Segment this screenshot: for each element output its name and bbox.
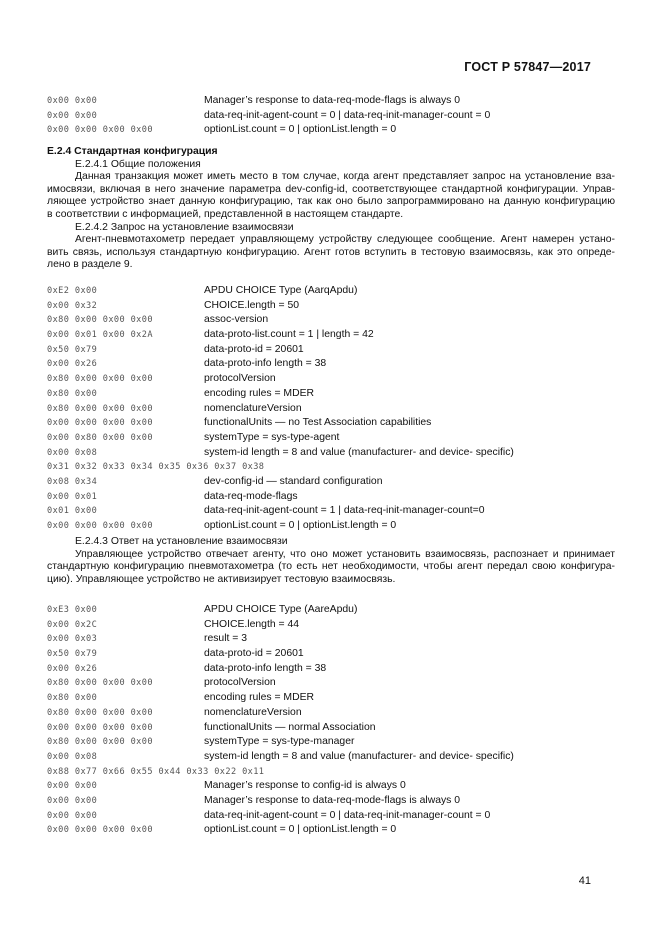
code-row	[47, 750, 607, 765]
code-row	[47, 446, 607, 461]
hex-bytes: 0x00 0x01 0x00 0x2A	[47, 330, 153, 341]
hex-bytes: 0x80 0x00 0x00 0x00	[47, 737, 153, 748]
field-description: CHOICE.length = 50	[204, 299, 300, 311]
code-block-aare	[47, 603, 607, 838]
code-row	[47, 735, 607, 750]
code-row	[47, 618, 607, 633]
hex-bytes: 0x80 0x00 0x00 0x00	[47, 315, 153, 326]
code-row	[47, 809, 607, 824]
hex-bytes: 0x00 0x00	[47, 110, 98, 121]
hex-bytes: 0x00 0x00 0x00 0x00	[47, 521, 153, 531]
hex-bytes: 0x00 0x08	[47, 447, 98, 458]
field-description: APDU CHOICE Type (AarqApdu)	[204, 285, 358, 296]
section-heading: Е.2.4 Стандартная конфигурация	[47, 146, 218, 157]
code-row	[47, 779, 607, 794]
hex-bytes: 0x00 0x01	[47, 491, 98, 502]
hex-bytes: 0x80 0x00	[47, 693, 98, 704]
paragraph-line: ляющее устройство знает данную конфигурацию, так как оно было запрограммировано на данную конфигурацию	[47, 196, 615, 208]
hex-bytes: 0x80 0x00 0x00 0x00	[47, 403, 153, 414]
code-row	[47, 721, 607, 736]
code-row	[47, 94, 607, 109]
hex-bytes: 0x80 0x00	[47, 388, 98, 399]
field-description: data-req-init-agent-count = 0 | data-req-init-manager-count = 0	[204, 809, 491, 821]
hex-bytes: 0x08 0x34	[47, 476, 98, 487]
paragraph-line: в соответствии с информацией, представленной в настоящем стандарте.	[47, 208, 404, 220]
field-description: Manager’s response to data-req-mode-flags is always 0	[204, 794, 461, 806]
field-description: encoding rules = MDER	[204, 692, 315, 704]
field-description: data-proto-id = 20601	[204, 343, 304, 355]
code-row	[47, 284, 607, 299]
field-description: systemType = sys-type-agent	[204, 431, 340, 443]
hex-bytes: 0xE2 0x00	[47, 286, 98, 296]
field-description: system-id length = 8 and value (manufacturer- and device- specific)	[204, 446, 514, 458]
field-description: nomenclatureVersion	[204, 402, 302, 414]
field-description: data-req-init-agent-count = 0 | data-req-init-manager-count = 0	[204, 109, 491, 121]
paragraph-line: имосвязи, включая в него значение параметра dev-config-id, соответствующее стандартной конфигурации. Управ-	[47, 183, 615, 195]
paragraph-line: вить связь, используя стандартную конфигурацию. Агент готов вступить в тестовую взаимосвязь, как это опреде-	[47, 246, 615, 258]
page-number: 41	[578, 875, 591, 887]
code-row	[47, 823, 607, 838]
subsection-heading: Е.2.4.3 Ответ на установление взаимосвязи	[75, 536, 288, 547]
standard-header: ГОСТ Р 57847—2017	[464, 60, 591, 74]
code-row	[47, 123, 607, 138]
code-row	[47, 372, 607, 387]
code-row	[47, 343, 607, 358]
field-description: system-id length = 8 and value (manufacturer- and device- specific)	[204, 750, 514, 762]
code-row	[47, 299, 607, 314]
code-row	[47, 794, 607, 809]
field-description: Manager’s response to data-req-mode-flags is always 0	[204, 95, 461, 106]
hex-bytes: 0x80 0x00 0x00 0x00	[47, 374, 153, 385]
code-row	[47, 490, 607, 505]
code-row	[47, 662, 607, 677]
field-description: protocolVersion	[204, 373, 276, 385]
code-row	[47, 632, 607, 647]
paragraph-line: Управляющее устройство отвечает агенту, что оно может установить взаимосвязь, распознает и принимает	[75, 548, 615, 560]
code-row	[47, 460, 607, 475]
field-description: optionList.count = 0 | optionList.length = 0	[204, 520, 397, 531]
paragraph-line: цию). Управляющее устройство не активизирует тестовую взаимосвязь.	[47, 573, 396, 585]
hex-bytes: 0x80 0x00 0x00 0x00	[47, 678, 153, 689]
hex-bytes: 0x80 0x00 0x00 0x00	[47, 707, 153, 718]
code-row	[47, 519, 607, 534]
code-row	[47, 416, 607, 431]
section-e24	[47, 146, 615, 272]
hex-bytes: 0x00 0x08	[47, 751, 98, 762]
hex-bytes: 0x00 0x03	[47, 634, 98, 645]
field-description: Manager’s response to config-id is always 0	[204, 780, 406, 792]
code-row	[47, 431, 607, 446]
hex-bytes: 0x00 0x00 0x00 0x00	[47, 825, 153, 836]
hex-bytes: 0x00 0x00	[47, 781, 98, 792]
field-description: data-req-mode-flags	[204, 490, 298, 502]
field-description: systemType = sys-type-manager	[204, 736, 355, 748]
code-row	[47, 706, 607, 721]
field-description: data-proto-id = 20601	[204, 648, 304, 660]
field-description: data-proto-info length = 38	[204, 662, 327, 674]
code-row	[47, 109, 607, 124]
hex-bytes: 0x00 0x32	[47, 300, 98, 311]
hex-bytes: 0x00 0x26	[47, 663, 98, 674]
hex-bytes: 0x00 0x80 0x00 0x00	[47, 432, 153, 443]
hex-bytes: 0xE3 0x00	[47, 605, 98, 615]
hex-bytes: 0x31 0x32 0x33 0x34 0x35 0x36 0x37 0x38	[47, 462, 265, 473]
code-row	[47, 475, 607, 490]
field-description: result = 3	[204, 633, 248, 645]
hex-bytes: 0x00 0x00 0x00 0x00	[47, 125, 153, 136]
code-row	[47, 402, 607, 417]
field-description: optionList.count = 0 | optionList.length = 0	[204, 824, 397, 836]
paragraph-line: лено в разделе 9.	[47, 259, 133, 271]
hex-bytes: 0x00 0x00	[47, 795, 98, 806]
field-description: encoding rules = MDER	[204, 387, 315, 399]
hex-bytes: 0x00 0x00 0x00 0x00	[47, 418, 153, 429]
code-row	[47, 504, 607, 519]
hex-bytes: 0x00 0x2C	[47, 619, 98, 630]
code-row	[47, 676, 607, 691]
code-row	[47, 691, 607, 706]
hex-bytes: 0x01 0x00	[47, 506, 98, 517]
field-description: data-proto-list.count = 1 | length = 42	[204, 329, 374, 341]
hex-bytes: 0x50 0x79	[47, 649, 98, 660]
field-description: functionalUnits — no Test Association capabilities	[204, 417, 432, 429]
code-row	[47, 647, 607, 662]
paragraph-line: стандартную конфигурацию пневмотахометра (то есть нет необходимости, чтобы агент передал свою конфигура-	[47, 561, 615, 573]
code-row	[47, 765, 607, 780]
field-description: optionList.count = 0 | optionList.length = 0	[204, 124, 397, 136]
hex-bytes: 0x00 0x00	[47, 96, 98, 106]
field-description: dev-config-id — standard configuration	[204, 475, 383, 487]
subsection-heading: Е.2.4.2 Запрос на установление взаимосвязи	[75, 221, 294, 233]
hex-bytes: 0x00 0x26	[47, 359, 98, 370]
code-row	[47, 387, 607, 402]
code-row	[47, 313, 607, 328]
field-description: data-proto-info length = 38	[204, 358, 327, 370]
hex-bytes: 0x88 0x77 0x66 0x55 0x44 0x33 0x22 0x11	[47, 766, 265, 777]
field-description: data-req-init-agent-count = 1 | data-req-init-manager-count=0	[204, 505, 485, 517]
code-block-top	[47, 94, 607, 138]
paragraph-line: Агент-пневмотахометр передает управляющему устройству следующее сообщение. Агент намерен устано-	[75, 234, 615, 246]
paragraph-line: Данная транзакция может иметь место в том случае, когда агент представляет запрос на установление вза-	[75, 171, 615, 183]
code-block-aarq	[47, 284, 607, 534]
field-description: nomenclatureVersion	[204, 706, 302, 718]
field-description: protocolVersion	[204, 677, 276, 689]
subsection-heading: Е.2.4.1 Общие положения	[75, 158, 201, 170]
code-row	[47, 328, 607, 343]
hex-bytes: 0x00 0x00	[47, 810, 98, 821]
code-row	[47, 357, 607, 372]
field-description: functionalUnits — normal Association	[204, 721, 376, 733]
hex-bytes: 0x00 0x00 0x00 0x00	[47, 722, 153, 733]
field-description: CHOICE.length = 44	[204, 618, 300, 630]
code-row	[47, 603, 607, 618]
hex-bytes: 0x50 0x79	[47, 344, 98, 355]
section-e243	[47, 536, 615, 586]
field-description: assoc-version	[204, 314, 269, 326]
field-description: APDU CHOICE Type (AareApdu)	[204, 604, 358, 615]
